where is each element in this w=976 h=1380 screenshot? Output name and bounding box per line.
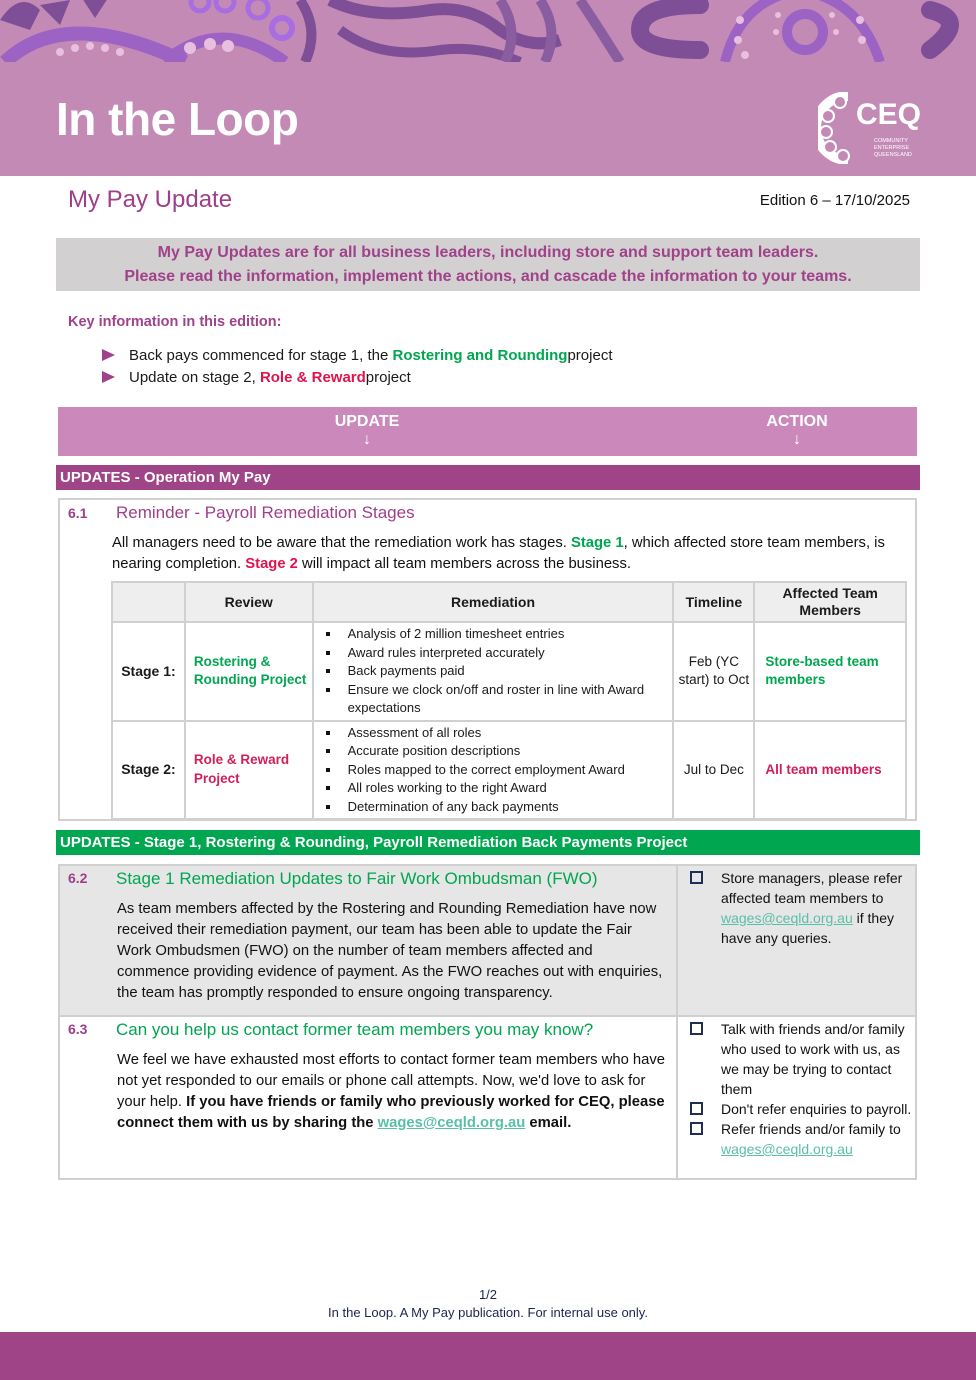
- wages-email-link[interactable]: wages@ceqld.org.au: [721, 1141, 853, 1157]
- action-checkbox[interactable]: [690, 1122, 703, 1135]
- logo-subtitle: COMMUNITY ENTERPRISE QUEENSLAND: [874, 138, 912, 158]
- audience-notice: My Pay Updates are for all business leaders, including store and support team leaders. Please read the information, implement the actions, and cascade the information to your teams.: [56, 238, 920, 291]
- remediation-cell: [313, 721, 674, 820]
- section-heading-stage-1-back-payments: UPDATES - Stage 1, Rostering & Rounding, Payroll Remediation Back Payments Project: [56, 830, 920, 855]
- column-header: Timeline: [673, 582, 754, 622]
- triangle-bullet-icon: [102, 371, 115, 383]
- item-6-2-actions: [676, 864, 917, 1017]
- list-item: Determination of any back payments: [324, 798, 673, 817]
- item-body: We feel we have exhausted most efforts to contact former team members who have not yet responded to our emails or phone call attempts. Now, we'd love to ask for your help. If you have friends or family who previously worked for CEQ, please connect them with us by sharing the wages@ceqld.org.au email.: [117, 1052, 666, 1131]
- list-item: All roles working to the right Award: [324, 779, 673, 798]
- item-6-3-actions: [676, 1015, 917, 1180]
- action-checkbox[interactable]: [690, 871, 703, 884]
- item-title: Stage 1 Remediation Updates to Fair Work Ombudsman (FWO): [116, 869, 598, 888]
- action-item: Talk with friends and/or family who used to work with us, as we may be trying to contact them: [690, 1019, 912, 1099]
- item-intro: All managers need to be aware that the remediation work has stages. Stage 1, which affected store team members, is nearing completion. Stage 2 will impact all team members across the business.: [112, 535, 885, 572]
- action-column-label: ACTION ↓: [758, 413, 836, 449]
- column-header: Review: [185, 582, 313, 622]
- page-number: 1/2: [478, 1287, 498, 1302]
- stage-cell: Stage 1:: [112, 622, 185, 721]
- affected-cell: All team members: [754, 721, 906, 820]
- item-number: 6.1: [68, 505, 88, 521]
- list-item: Award rules interpreted accurately: [324, 644, 673, 663]
- affected-cell: Store-based team members: [754, 622, 906, 721]
- list-item: Assessment of all roles: [324, 724, 673, 743]
- list-item: Back payments paid: [324, 662, 673, 681]
- footer-bar: [0, 1332, 976, 1380]
- page-title: My Pay Update: [68, 186, 233, 213]
- arrow-down-icon: ↓: [793, 431, 801, 448]
- arrow-down-icon: ↓: [363, 431, 371, 448]
- action-checkbox[interactable]: [690, 1102, 703, 1115]
- list-item: Analysis of 2 million timesheet entries: [324, 625, 673, 644]
- header-banner: [0, 0, 976, 176]
- item-number: 6.3: [68, 1021, 88, 1037]
- action-item: Refer friends and/or family to wages@ceqld.org.au: [690, 1119, 912, 1159]
- table-row: [112, 622, 906, 721]
- review-cell: Role & Reward Project: [185, 721, 313, 820]
- update-column-label: UPDATE ↓: [332, 413, 402, 449]
- timeline-cell: Feb (YC start) to Oct: [673, 622, 754, 721]
- timeline-cell: Jul to Dec: [673, 721, 754, 820]
- review-cell: Rostering & Rounding Project: [185, 622, 313, 721]
- newsletter-title: In the Loop: [56, 93, 299, 145]
- action-checkbox[interactable]: [690, 1022, 703, 1035]
- decorative-artwork: [0, 0, 976, 62]
- wages-email-link[interactable]: wages@ceqld.org.au: [721, 910, 853, 926]
- stage-cell: Stage 2:: [112, 721, 185, 820]
- item-number: 6.2: [68, 870, 88, 886]
- remediation-stages-table: [111, 581, 907, 820]
- item-6-2-update: [58, 864, 678, 1017]
- list-item: Ensure we clock on/off and roster in line with Award expectations: [324, 681, 673, 718]
- triangle-bullet-icon: [102, 349, 115, 361]
- item-body: As team members affected by the Rostering and Rounding Remediation have now received their remediation payment, our team has been able to update the Fair Work Ombudsmen (FWO) on the number of team members affected and commence providing evidence of payment. As the FWO reaches out with enquiries, the team has promptly responded to ensure ongoing transparency.: [117, 901, 663, 1001]
- footer-note: In the Loop. A My Pay publication. For internal use only.: [328, 1305, 648, 1320]
- edition-date: Edition 6 – 17/10/2025: [759, 192, 910, 209]
- column-header: Remediation: [313, 582, 674, 622]
- key-info-item: Update on stage 2, Role & Reward project: [102, 366, 613, 388]
- remediation-cell: [313, 622, 674, 721]
- column-header: [112, 582, 185, 622]
- action-item: Store managers, please refer affected team members to wages@ceqld.org.au if they have any queries.: [690, 868, 912, 948]
- section-heading-operation-my-pay: UPDATES - Operation My Pay: [56, 465, 920, 490]
- table-header-row: [112, 582, 906, 622]
- logo-wordmark: CEQ: [856, 98, 922, 131]
- list-item: Roles mapped to the correct employment Award: [324, 761, 673, 780]
- wages-email-link[interactable]: wages@ceqld.org.au: [377, 1115, 526, 1131]
- key-info-item: Back pays commenced for stage 1, the Rostering and Rounding project: [102, 344, 613, 366]
- logo-mark-icon: [818, 92, 858, 164]
- key-info-heading: Key information in this edition:: [68, 314, 282, 330]
- action-item: Don't refer enquiries to payroll.: [690, 1099, 912, 1119]
- update-action-header: [58, 407, 917, 456]
- item-6-3-update: [58, 1015, 678, 1180]
- ceq-logo: [818, 92, 922, 164]
- item-title: Reminder - Payroll Remediation Stages: [116, 503, 415, 522]
- list-item: Accurate position descriptions: [324, 742, 673, 761]
- key-info-list: [102, 344, 613, 388]
- table-row: [112, 721, 906, 820]
- item-title: Can you help us contact former team members you may know?: [116, 1020, 594, 1039]
- column-header: Affected Team Members: [754, 582, 906, 622]
